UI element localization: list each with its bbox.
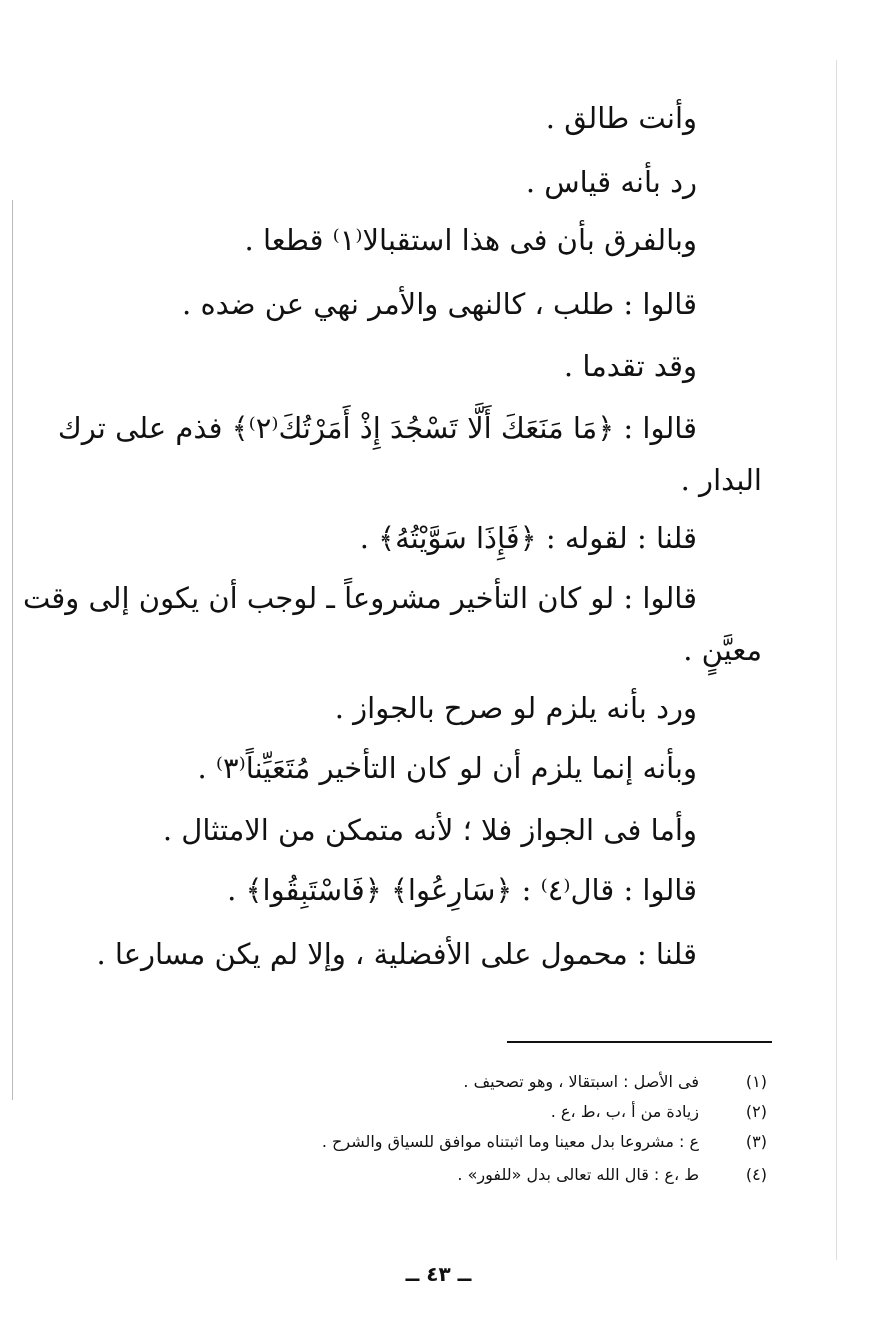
footnote-1 [463,1070,767,1094]
body-line-5: وقد تقدما . [563,349,697,383]
body-line-1: وأنت طالق . [545,101,697,135]
body-line-6: قالوا : ﴿مَا مَنَعَكَ أَلَّا تَسْجُدَ إِذْ أَمَرْتُكَ⁽٢⁾﴾ فذم على ترك [57,411,697,445]
page-number: ــ ٤٣ ــ [405,1262,472,1286]
body-line-3: وبالفرق بأن فى هذا استقبالا⁽١⁾ قطعا . [244,223,697,257]
body-line-4: قالوا : طلب ، كالنهى والأمر نهي عن ضده . [182,287,697,321]
body-line-7: البدار . [680,463,762,497]
body-line-11: ورد بأنه يلزم لو صرح بالجواز . [334,691,697,725]
body-line-2: رد بأنه قياس . [525,165,697,199]
footnote-number: (٣) [745,1132,767,1151]
footnote-number: (١) [745,1072,767,1091]
footnote-2 [551,1100,767,1124]
body-line-9: قالوا : لو كان التأخير مشروعاً ـ لوجب أن يكون إلى وقت [22,581,697,615]
footnote-separator [507,1041,772,1043]
body-line-10: معيَّنٍ . [683,633,762,667]
body-line-8: قلنا : لقوله : ﴿فَإِذَا سَوَّيْتُهُ﴾ . [359,521,697,555]
footnote-text: ط ،ع : قال الله تعالى بدل «للفور» . [457,1165,699,1184]
body-line-12: وبأنه إنما يلزم أن لو كان التأخير مُتَعَيِّناً⁽٣⁾ . [197,751,697,785]
scan-edge-left [12,200,13,1100]
footnote-3 [322,1130,767,1154]
footnote-text: فى الأصل : اسبتقالا ، وهو تصحيف . [463,1072,699,1091]
footnote-text: ع : مشروعا بدل معينا وما اثبتناه موافق للسياق والشرح . [321,1132,699,1151]
body-line-15: قلنا : محمول على الأفضلية ، وإلا لم يكن مسارعا . [96,937,697,971]
body-line-13: وأما فى الجواز فلا ؛ لأنه متمكن من الامتثال . [162,813,697,847]
footnote-4 [457,1163,767,1187]
footnote-number: (٢) [745,1102,767,1121]
footnote-text: زيادة من أ ،ب ،ط ،ع . [550,1102,699,1121]
footnote-number: (٤) [745,1165,767,1184]
body-line-14: قالوا : قال⁽٤⁾ : ﴿سَارِعُوا﴾ ﴿فَاسْتَبِقُوا﴾ . [227,873,697,907]
scan-edge-right [836,60,837,1260]
